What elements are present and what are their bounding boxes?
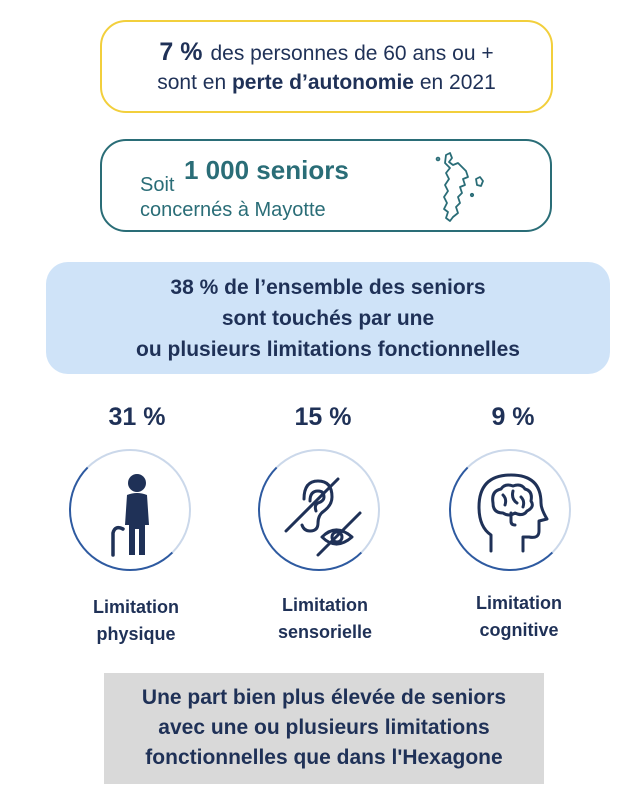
cognitive-label-line1: Limitation: [476, 593, 562, 613]
highlight-line2: sont touchés par une: [221, 307, 435, 330]
seniors-location: concernés à Mayotte: [140, 199, 326, 221]
cognitive-limitation-circle: [449, 449, 571, 571]
autonomy-stat-line1: [102, 38, 551, 68]
physical-limitation-circle: [69, 449, 191, 571]
autonomy-percent: 7 %: [159, 38, 203, 66]
autonomy-stat-line2: [102, 68, 551, 98]
sensory-label-line2: sensorielle: [277, 622, 373, 642]
physical-label-line1: Limitation: [93, 597, 179, 617]
physical-label-line2: physique: [96, 624, 176, 644]
sensory-label-line1: Limitation: [282, 595, 368, 615]
cognitive-label-line2: cognitive: [479, 620, 559, 640]
autonomy-text2c: en 2021: [414, 71, 496, 94]
physical-label: [51, 594, 221, 648]
ear-eye-crossed-icon: [260, 451, 378, 569]
conclusion-line1: Une part bien plus élevée de seniors: [141, 686, 507, 709]
seniors-count: 1 000 seniors: [184, 155, 349, 185]
conclusion-box: [104, 673, 544, 784]
autonomy-stat-box: [100, 20, 553, 113]
autonomy-text2a: sont en: [157, 71, 232, 94]
elderly-person-icon: [71, 451, 189, 569]
mayotte-map-icon: [432, 149, 492, 225]
sensory-percent: 15 %: [294, 403, 352, 431]
sensory-limitation-circle: [258, 449, 380, 571]
autonomy-text2b: perte d’autonomie: [231, 71, 414, 94]
cognitive-percent: 9 %: [491, 403, 535, 431]
limitations-highlight-box: [46, 262, 610, 374]
highlight-line3: ou plusieurs limitations fonctionnelles: [136, 338, 520, 361]
highlight-line1: 38 % de l’ensemble des seniors: [170, 276, 486, 299]
autonomy-text1: des personnes de 60 ans ou +: [210, 42, 494, 65]
head-brain-icon: [451, 451, 569, 569]
conclusion-line3: fonctionnelles que dans l'Hexagone: [145, 746, 503, 769]
soit-label: Soit: [140, 174, 175, 196]
seniors-count-box: [100, 139, 552, 232]
conclusion-line2: avec une ou plusieurs limitations: [158, 716, 490, 739]
sensory-label: [240, 592, 410, 646]
physical-percent: 31 %: [108, 403, 166, 431]
cognitive-label: [434, 590, 604, 644]
